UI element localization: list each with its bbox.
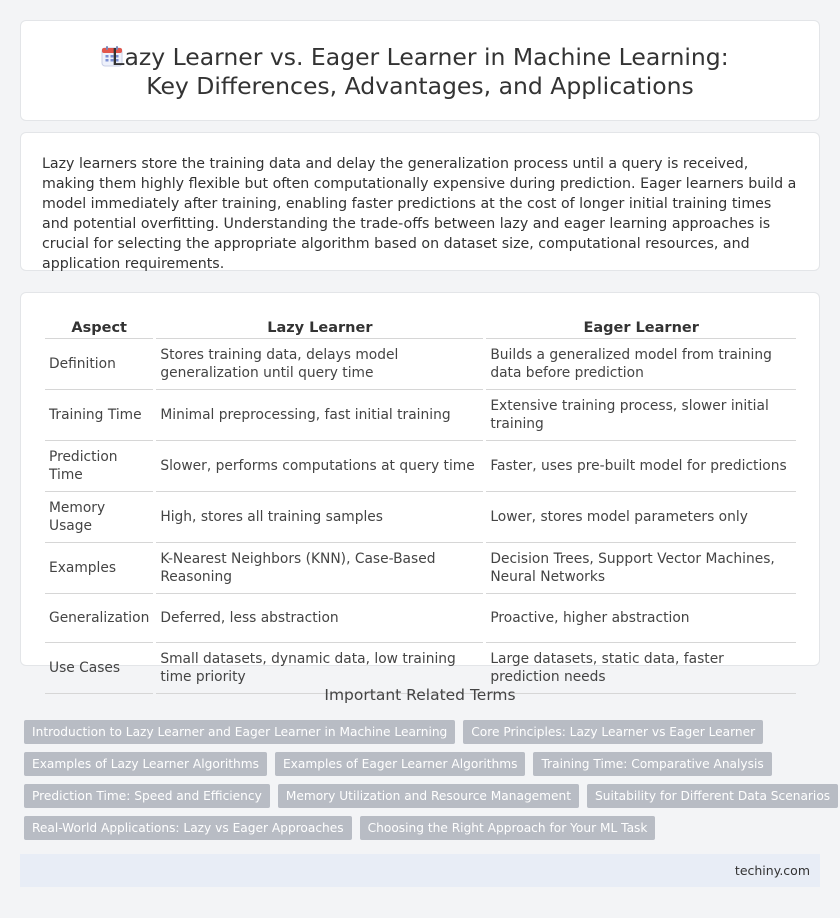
related-term-tag[interactable]: Core Principles: Lazy Learner vs Eager Learner [463, 720, 763, 744]
cell-lazy: Deferred, less abstraction [156, 594, 483, 643]
comparison-table [42, 315, 799, 694]
table-row [45, 492, 796, 543]
related-term-tag[interactable]: Real-World Applications: Lazy vs Eager Approaches [24, 816, 352, 840]
table-row [45, 390, 796, 441]
cell-aspect: Memory Usage [45, 492, 153, 543]
related-terms-list [24, 720, 831, 848]
cell-lazy: Slower, performs computations at query time [156, 441, 483, 492]
cell-lazy: Minimal preprocessing, fast initial training [156, 390, 483, 441]
cell-eager: Lower, stores model parameters only [486, 492, 796, 543]
tag-row [24, 816, 824, 840]
cell-aspect: Examples [45, 543, 153, 594]
header-aspect: Aspect [45, 315, 153, 339]
cell-aspect: Generalization [45, 594, 153, 643]
title-card [20, 20, 820, 121]
cell-eager: Builds a generalized model from training data before prediction [486, 339, 796, 390]
page-title: Lazy Learner vs. Eager Learner in Machine Learning: Key Differences, Advantages, and Applications [111, 43, 729, 100]
cell-lazy: K-Nearest Neighbors (KNN), Case-Based Reasoning [156, 543, 483, 594]
cell-aspect: Definition [45, 339, 153, 390]
comparison-card [20, 292, 820, 685]
related-term-tag[interactable]: Introduction to Lazy Learner and Eager Learner in Machine Learning [24, 720, 455, 744]
related-term-tag[interactable]: Memory Utilization and Resource Management [278, 784, 579, 808]
cell-eager: Large datasets, static data, faster prediction needs [486, 643, 796, 694]
related-terms-title: Important Related Terms [324, 686, 516, 704]
cell-eager: Decision Trees, Support Vector Machines, Neural Networks [486, 543, 796, 594]
table-row [45, 594, 796, 643]
table-row [45, 543, 796, 594]
related-term-tag[interactable]: Prediction Time: Speed and Efficiency [24, 784, 270, 808]
intro-card [20, 132, 820, 271]
table-row [45, 339, 796, 390]
cell-eager: Extensive training process, slower initial training [486, 390, 796, 441]
footer [20, 854, 820, 887]
header-lazy: Lazy Learner [156, 315, 483, 339]
related-term-tag[interactable]: Examples of Lazy Learner Algorithms [24, 752, 267, 776]
table-header-row [45, 315, 796, 339]
cell-aspect: Use Cases [45, 643, 153, 694]
related-term-tag[interactable]: Examples of Eager Learner Algorithms [275, 752, 526, 776]
related-term-tag[interactable]: Suitability for Different Data Scenarios [587, 784, 838, 808]
cell-aspect: Prediction Time [45, 441, 153, 492]
related-term-tag[interactable]: Training Time: Comparative Analysis [533, 752, 771, 776]
site-link[interactable]: techiny.com [734, 863, 810, 878]
cell-eager: Proactive, higher abstraction [486, 594, 796, 643]
tag-row [24, 720, 824, 744]
header-eager: Eager Learner [486, 315, 796, 339]
cell-lazy: Small datasets, dynamic data, low training time priority [156, 643, 483, 694]
tag-row [24, 752, 824, 776]
cell-eager: Faster, uses pre-built model for predictions [486, 441, 796, 492]
cell-lazy: High, stores all training samples [156, 492, 483, 543]
cell-lazy: Stores training data, delays model generalization until query time [156, 339, 483, 390]
related-term-tag[interactable]: Choosing the Right Approach for Your ML Task [360, 816, 656, 840]
tag-row [24, 784, 831, 808]
intro-paragraph: Lazy learners store the training data and delay the generalization process until a query is received, making them highly flexible but often computationally expensive during prediction. Eager learners build a model immediately after training, enabling faster predictions at the cost of longer initial training times and potential overfitting. Understanding the trade-offs between lazy and eager learning approaches is crucial for selecting the appropriate algorithm based on dataset size, computational resources, and application requirements. [42, 156, 797, 272]
table-row [45, 441, 796, 492]
cell-aspect: Training Time [45, 390, 153, 441]
